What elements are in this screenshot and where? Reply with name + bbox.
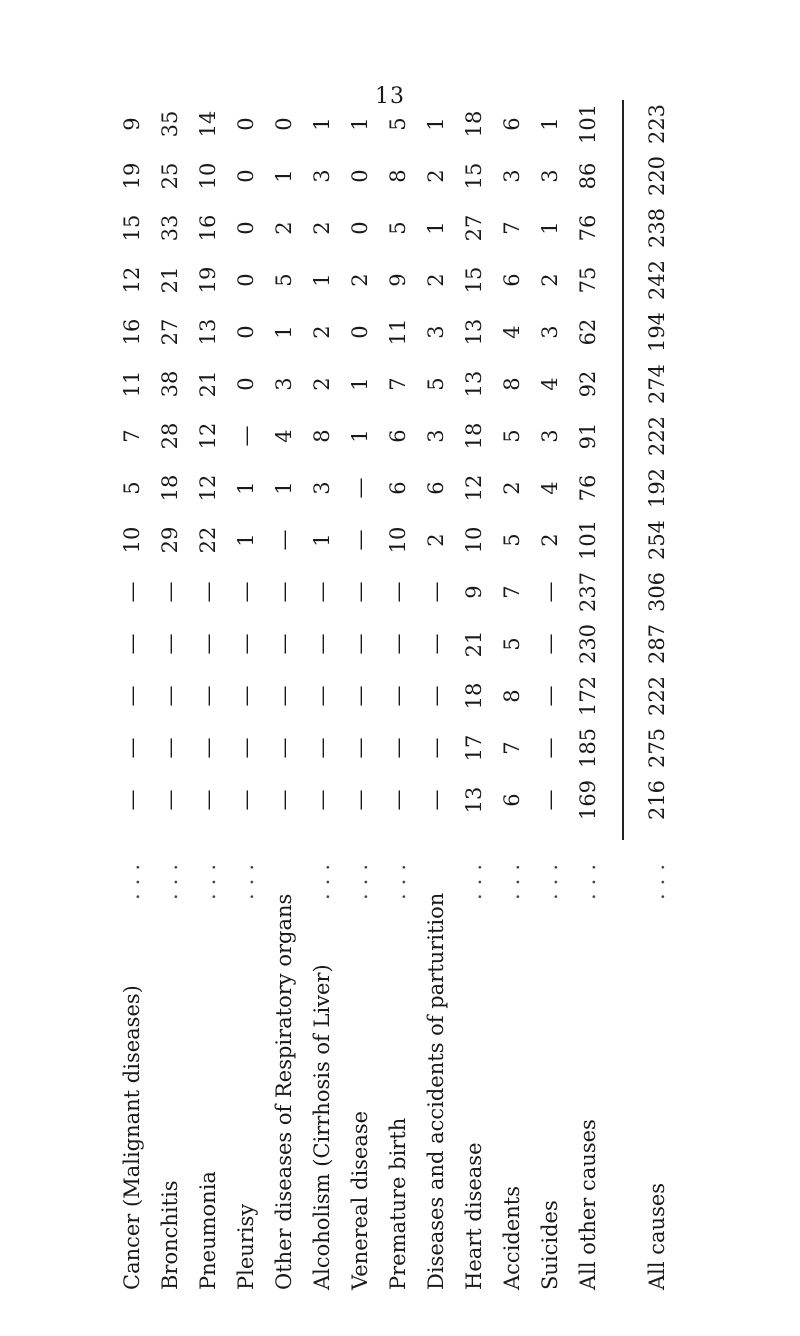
table-cell: 7 bbox=[120, 429, 144, 443]
table-row bbox=[500, 117, 530, 1290]
table-cell: 230 bbox=[576, 623, 600, 665]
table-cell: — bbox=[538, 633, 562, 655]
table-cell: — bbox=[158, 685, 182, 707]
table-cell: — bbox=[310, 633, 334, 655]
table-cell: 2 bbox=[272, 221, 296, 235]
table-cell: 3 bbox=[310, 481, 334, 495]
table-cell: 91 bbox=[576, 422, 600, 450]
table-cell: — bbox=[272, 789, 296, 811]
table-cell: 0 bbox=[234, 221, 258, 235]
table-cell: 33 bbox=[158, 214, 182, 242]
table-cell: — bbox=[386, 685, 410, 707]
table-cell: 1 bbox=[348, 117, 372, 131]
table-cell: — bbox=[196, 685, 220, 707]
row-label: Diseases and accidents of parturition bbox=[424, 892, 448, 1290]
table-cell: — bbox=[310, 581, 334, 603]
table-cell: 7 bbox=[500, 221, 524, 235]
table-cell: — bbox=[196, 633, 220, 655]
table-cell: 1 bbox=[310, 533, 334, 547]
table-cell: 28 bbox=[158, 422, 182, 450]
table-cell: 10 bbox=[120, 526, 144, 554]
table-cell: 242 bbox=[645, 259, 669, 301]
table-cell: 8 bbox=[386, 169, 410, 183]
table-cell: 1 bbox=[272, 481, 296, 495]
table-row bbox=[576, 103, 606, 1290]
table-cell: 3 bbox=[538, 169, 562, 183]
table-cell: — bbox=[120, 685, 144, 707]
table-row bbox=[272, 117, 302, 1290]
leader-dots: ... bbox=[386, 855, 410, 900]
row-label: Pneumonia bbox=[196, 1171, 220, 1290]
table-cell: 5 bbox=[500, 533, 524, 547]
table-cell: 1 bbox=[272, 169, 296, 183]
table-row bbox=[310, 117, 340, 1290]
table-cell: 238 bbox=[645, 207, 669, 249]
row-label: Alcoholism (Cirrhosis of Liver) bbox=[310, 964, 334, 1290]
table-cell: 5 bbox=[386, 117, 410, 131]
table-row bbox=[538, 117, 568, 1290]
table-cell: 254 bbox=[645, 519, 669, 561]
table-cell: 101 bbox=[576, 519, 600, 561]
table-cell: 2 bbox=[424, 273, 448, 287]
table-cell: 27 bbox=[462, 214, 486, 242]
table-cell: 21 bbox=[158, 266, 182, 294]
table-cell: 12 bbox=[120, 266, 144, 294]
table-cell: — bbox=[272, 633, 296, 655]
leader-dots: ... bbox=[196, 855, 220, 900]
table-cell: 274 bbox=[645, 363, 669, 405]
table-cell: 10 bbox=[196, 162, 220, 190]
leader-dots: ... bbox=[500, 855, 524, 900]
table-cell: 3 bbox=[500, 169, 524, 183]
table-cell: 5 bbox=[386, 221, 410, 235]
table-cell: 5 bbox=[500, 429, 524, 443]
table-cell: 2 bbox=[310, 221, 334, 235]
table-cell: 0 bbox=[348, 221, 372, 235]
table-row bbox=[386, 117, 416, 1290]
table-cell: 19 bbox=[196, 266, 220, 294]
table-cell: — bbox=[120, 633, 144, 655]
table-cell: — bbox=[386, 581, 410, 603]
table-cell: — bbox=[272, 737, 296, 759]
table-cell: 5 bbox=[500, 637, 524, 651]
table-cell: 0 bbox=[272, 117, 296, 131]
table-cell: 306 bbox=[645, 571, 669, 613]
table-cell: — bbox=[348, 633, 372, 655]
table-cell: — bbox=[538, 581, 562, 603]
table-cell: — bbox=[538, 789, 562, 811]
table-cell: 13 bbox=[462, 786, 486, 814]
table-cell: — bbox=[158, 789, 182, 811]
table-cell: 16 bbox=[196, 214, 220, 242]
table-cell: — bbox=[196, 581, 220, 603]
table-cell: 287 bbox=[645, 623, 669, 665]
leader-dots: ... bbox=[462, 855, 486, 900]
table-cell: 17 bbox=[462, 734, 486, 762]
table-cell: — bbox=[234, 425, 258, 447]
table-cell: 172 bbox=[576, 675, 600, 717]
table-cell: — bbox=[234, 581, 258, 603]
table-cell: 13 bbox=[196, 318, 220, 346]
table-cell: 19 bbox=[120, 162, 144, 190]
table-cell: 6 bbox=[500, 117, 524, 131]
table-cell: — bbox=[234, 633, 258, 655]
table-cell: 11 bbox=[386, 318, 410, 346]
table-cell: 1 bbox=[272, 325, 296, 339]
table-cell: 185 bbox=[576, 727, 600, 769]
table-cell: 1 bbox=[234, 533, 258, 547]
leader-dots: ... bbox=[576, 855, 600, 900]
table-cell: 29 bbox=[158, 526, 182, 554]
row-label: Heart disease bbox=[462, 1142, 486, 1290]
table-cell: 10 bbox=[386, 526, 410, 554]
table-cell: — bbox=[386, 789, 410, 811]
table-cell: 3 bbox=[424, 325, 448, 339]
table-cell: 0 bbox=[234, 325, 258, 339]
table-cell: 15 bbox=[120, 214, 144, 242]
table-row bbox=[645, 103, 675, 1290]
table-cell: 237 bbox=[576, 571, 600, 613]
table-cell: — bbox=[424, 633, 448, 655]
table-cell: — bbox=[120, 737, 144, 759]
table-cell: — bbox=[158, 737, 182, 759]
table-cell: 1 bbox=[424, 117, 448, 131]
table-cell: — bbox=[272, 685, 296, 707]
table-cell: 4 bbox=[500, 325, 524, 339]
table-cell: — bbox=[234, 737, 258, 759]
table-cell: 3 bbox=[538, 325, 562, 339]
table-cell: 11 bbox=[120, 370, 144, 398]
row-label: Cancer (Malignant diseases) bbox=[120, 985, 144, 1290]
table-cell: — bbox=[386, 633, 410, 655]
table-cell: 0 bbox=[234, 169, 258, 183]
leader-dots: ... bbox=[538, 855, 562, 900]
table-cell: 2 bbox=[310, 325, 334, 339]
table-cell: 16 bbox=[120, 318, 144, 346]
page-number: 13 bbox=[375, 84, 405, 109]
table-cell: 14 bbox=[196, 110, 220, 138]
table-cell: — bbox=[196, 737, 220, 759]
table-cell: 18 bbox=[462, 422, 486, 450]
row-label: Premature birth bbox=[386, 1117, 410, 1290]
table-cell: 92 bbox=[576, 370, 600, 398]
table-cell: 6 bbox=[386, 481, 410, 495]
table-cell: 86 bbox=[576, 162, 600, 190]
table-cell: 2 bbox=[424, 533, 448, 547]
table-cell: 1 bbox=[538, 117, 562, 131]
table-cell: 3 bbox=[310, 169, 334, 183]
table-cell: — bbox=[120, 789, 144, 811]
table-cell: 38 bbox=[158, 370, 182, 398]
table-cell: 1 bbox=[424, 221, 448, 235]
table-cell: 5 bbox=[424, 377, 448, 391]
table-cell: 1 bbox=[348, 429, 372, 443]
table-cell: 2 bbox=[348, 273, 372, 287]
table-cell: 2 bbox=[538, 273, 562, 287]
table-cell: 6 bbox=[500, 793, 524, 807]
table-cell: — bbox=[272, 581, 296, 603]
table-cell: — bbox=[348, 737, 372, 759]
table-cell: 169 bbox=[576, 779, 600, 821]
table-cell: 4 bbox=[272, 429, 296, 443]
table-cell: — bbox=[196, 789, 220, 811]
leader-dots: ... bbox=[348, 855, 372, 900]
leader-dots: ... bbox=[234, 855, 258, 900]
table-cell: 12 bbox=[462, 474, 486, 502]
leader-dots: ... bbox=[158, 855, 182, 900]
table-cell: — bbox=[348, 789, 372, 811]
row-label: Venereal disease bbox=[348, 1110, 372, 1290]
table-cell: 7 bbox=[500, 585, 524, 599]
table-cell: 1 bbox=[348, 377, 372, 391]
table-cell: 75 bbox=[576, 266, 600, 294]
table-cell: — bbox=[538, 737, 562, 759]
table-row bbox=[196, 110, 226, 1290]
table-cell: 15 bbox=[462, 162, 486, 190]
table-cell: 21 bbox=[462, 630, 486, 658]
mortality-table bbox=[100, 103, 700, 1290]
table-cell: — bbox=[424, 789, 448, 811]
table-cell: — bbox=[424, 581, 448, 603]
table-cell: 25 bbox=[158, 162, 182, 190]
table-cell: — bbox=[538, 685, 562, 707]
row-label: All causes bbox=[645, 1182, 669, 1290]
table-cell: 222 bbox=[645, 675, 669, 717]
table-cell: — bbox=[386, 737, 410, 759]
table-cell: 76 bbox=[576, 214, 600, 242]
table-cell: — bbox=[158, 633, 182, 655]
table-cell: 1 bbox=[538, 221, 562, 235]
table-cell: 1 bbox=[234, 481, 258, 495]
table-cell: 10 bbox=[462, 526, 486, 554]
row-label: Pleurisy bbox=[234, 1203, 258, 1290]
table-cell: 15 bbox=[462, 266, 486, 294]
table-cell: 275 bbox=[645, 727, 669, 769]
table-cell: 216 bbox=[645, 779, 669, 821]
table-cell: — bbox=[348, 477, 372, 499]
table-cell: 101 bbox=[576, 103, 600, 145]
table-cell: 18 bbox=[462, 110, 486, 138]
table-cell: 0 bbox=[234, 117, 258, 131]
table-cell: 9 bbox=[462, 585, 486, 599]
table-cell: 6 bbox=[424, 481, 448, 495]
table-cell: 6 bbox=[386, 429, 410, 443]
table-row bbox=[424, 117, 454, 1290]
table-cell: 13 bbox=[462, 318, 486, 346]
row-label: All other causes bbox=[576, 1119, 600, 1290]
table-cell: 8 bbox=[500, 689, 524, 703]
table-cell: 12 bbox=[196, 474, 220, 502]
table-cell: 21 bbox=[196, 370, 220, 398]
table-cell: 4 bbox=[538, 377, 562, 391]
table-cell: 27 bbox=[158, 318, 182, 346]
table-cell: 76 bbox=[576, 474, 600, 502]
leader-dots: ... bbox=[120, 855, 144, 900]
table-cell: — bbox=[120, 581, 144, 603]
row-label: Other diseases of Respiratory organs bbox=[272, 893, 296, 1290]
table-cell: 5 bbox=[272, 273, 296, 287]
table-cell: 2 bbox=[310, 377, 334, 391]
table-cell: 9 bbox=[120, 117, 144, 131]
table-cell: 5 bbox=[120, 481, 144, 495]
table-cell: 7 bbox=[386, 377, 410, 391]
table-row bbox=[158, 110, 188, 1290]
table-cell: 2 bbox=[538, 533, 562, 547]
table-cell: 220 bbox=[645, 155, 669, 197]
table-cell: 222 bbox=[645, 415, 669, 457]
table-cell: — bbox=[310, 685, 334, 707]
leader-dots: ... bbox=[310, 855, 334, 900]
table-cell: — bbox=[424, 737, 448, 759]
table-cell: 8 bbox=[310, 429, 334, 443]
table-cell: 3 bbox=[538, 429, 562, 443]
table-cell: — bbox=[272, 529, 296, 551]
table-cell: 8 bbox=[500, 377, 524, 391]
leader-dots: ... bbox=[645, 855, 669, 900]
table-cell: 2 bbox=[500, 481, 524, 495]
row-label: Accidents bbox=[500, 1185, 524, 1290]
table-cell: 6 bbox=[500, 273, 524, 287]
table-cell: 1 bbox=[310, 117, 334, 131]
table-cell: — bbox=[424, 685, 448, 707]
table-cell: 22 bbox=[196, 526, 220, 554]
table-cell: 0 bbox=[348, 325, 372, 339]
table-cell: 18 bbox=[158, 474, 182, 502]
table-cell: 3 bbox=[272, 377, 296, 391]
table-cell: 194 bbox=[645, 311, 669, 353]
table-cell: — bbox=[348, 581, 372, 603]
table-cell: — bbox=[310, 789, 334, 811]
row-label: Bronchitis bbox=[158, 1180, 182, 1290]
row-label: Suicides bbox=[538, 1200, 562, 1290]
table-cell: 3 bbox=[424, 429, 448, 443]
table-cell: 18 bbox=[462, 682, 486, 710]
table-cell: 12 bbox=[196, 422, 220, 450]
table-cell: 2 bbox=[424, 169, 448, 183]
table-cell: 0 bbox=[348, 169, 372, 183]
table-row bbox=[462, 110, 492, 1290]
table-cell: — bbox=[348, 529, 372, 551]
table-cell: 62 bbox=[576, 318, 600, 346]
table-cell: 35 bbox=[158, 110, 182, 138]
table-row bbox=[348, 117, 378, 1290]
table-cell: 1 bbox=[310, 273, 334, 287]
table-cell: — bbox=[234, 685, 258, 707]
table-cell: — bbox=[234, 789, 258, 811]
table-cell: — bbox=[348, 685, 372, 707]
table-cell: 0 bbox=[234, 377, 258, 391]
table-cell: 4 bbox=[538, 481, 562, 495]
table-cell: 9 bbox=[386, 273, 410, 287]
table-cell: 13 bbox=[462, 370, 486, 398]
table-cell: — bbox=[310, 737, 334, 759]
table-cell: 192 bbox=[645, 467, 669, 509]
table-row bbox=[234, 117, 264, 1290]
total-rule bbox=[622, 100, 624, 840]
table-row bbox=[120, 117, 150, 1290]
table-cell: — bbox=[158, 581, 182, 603]
table-cell: 7 bbox=[500, 741, 524, 755]
table-cell: 0 bbox=[234, 273, 258, 287]
table-cell: 223 bbox=[645, 103, 669, 145]
